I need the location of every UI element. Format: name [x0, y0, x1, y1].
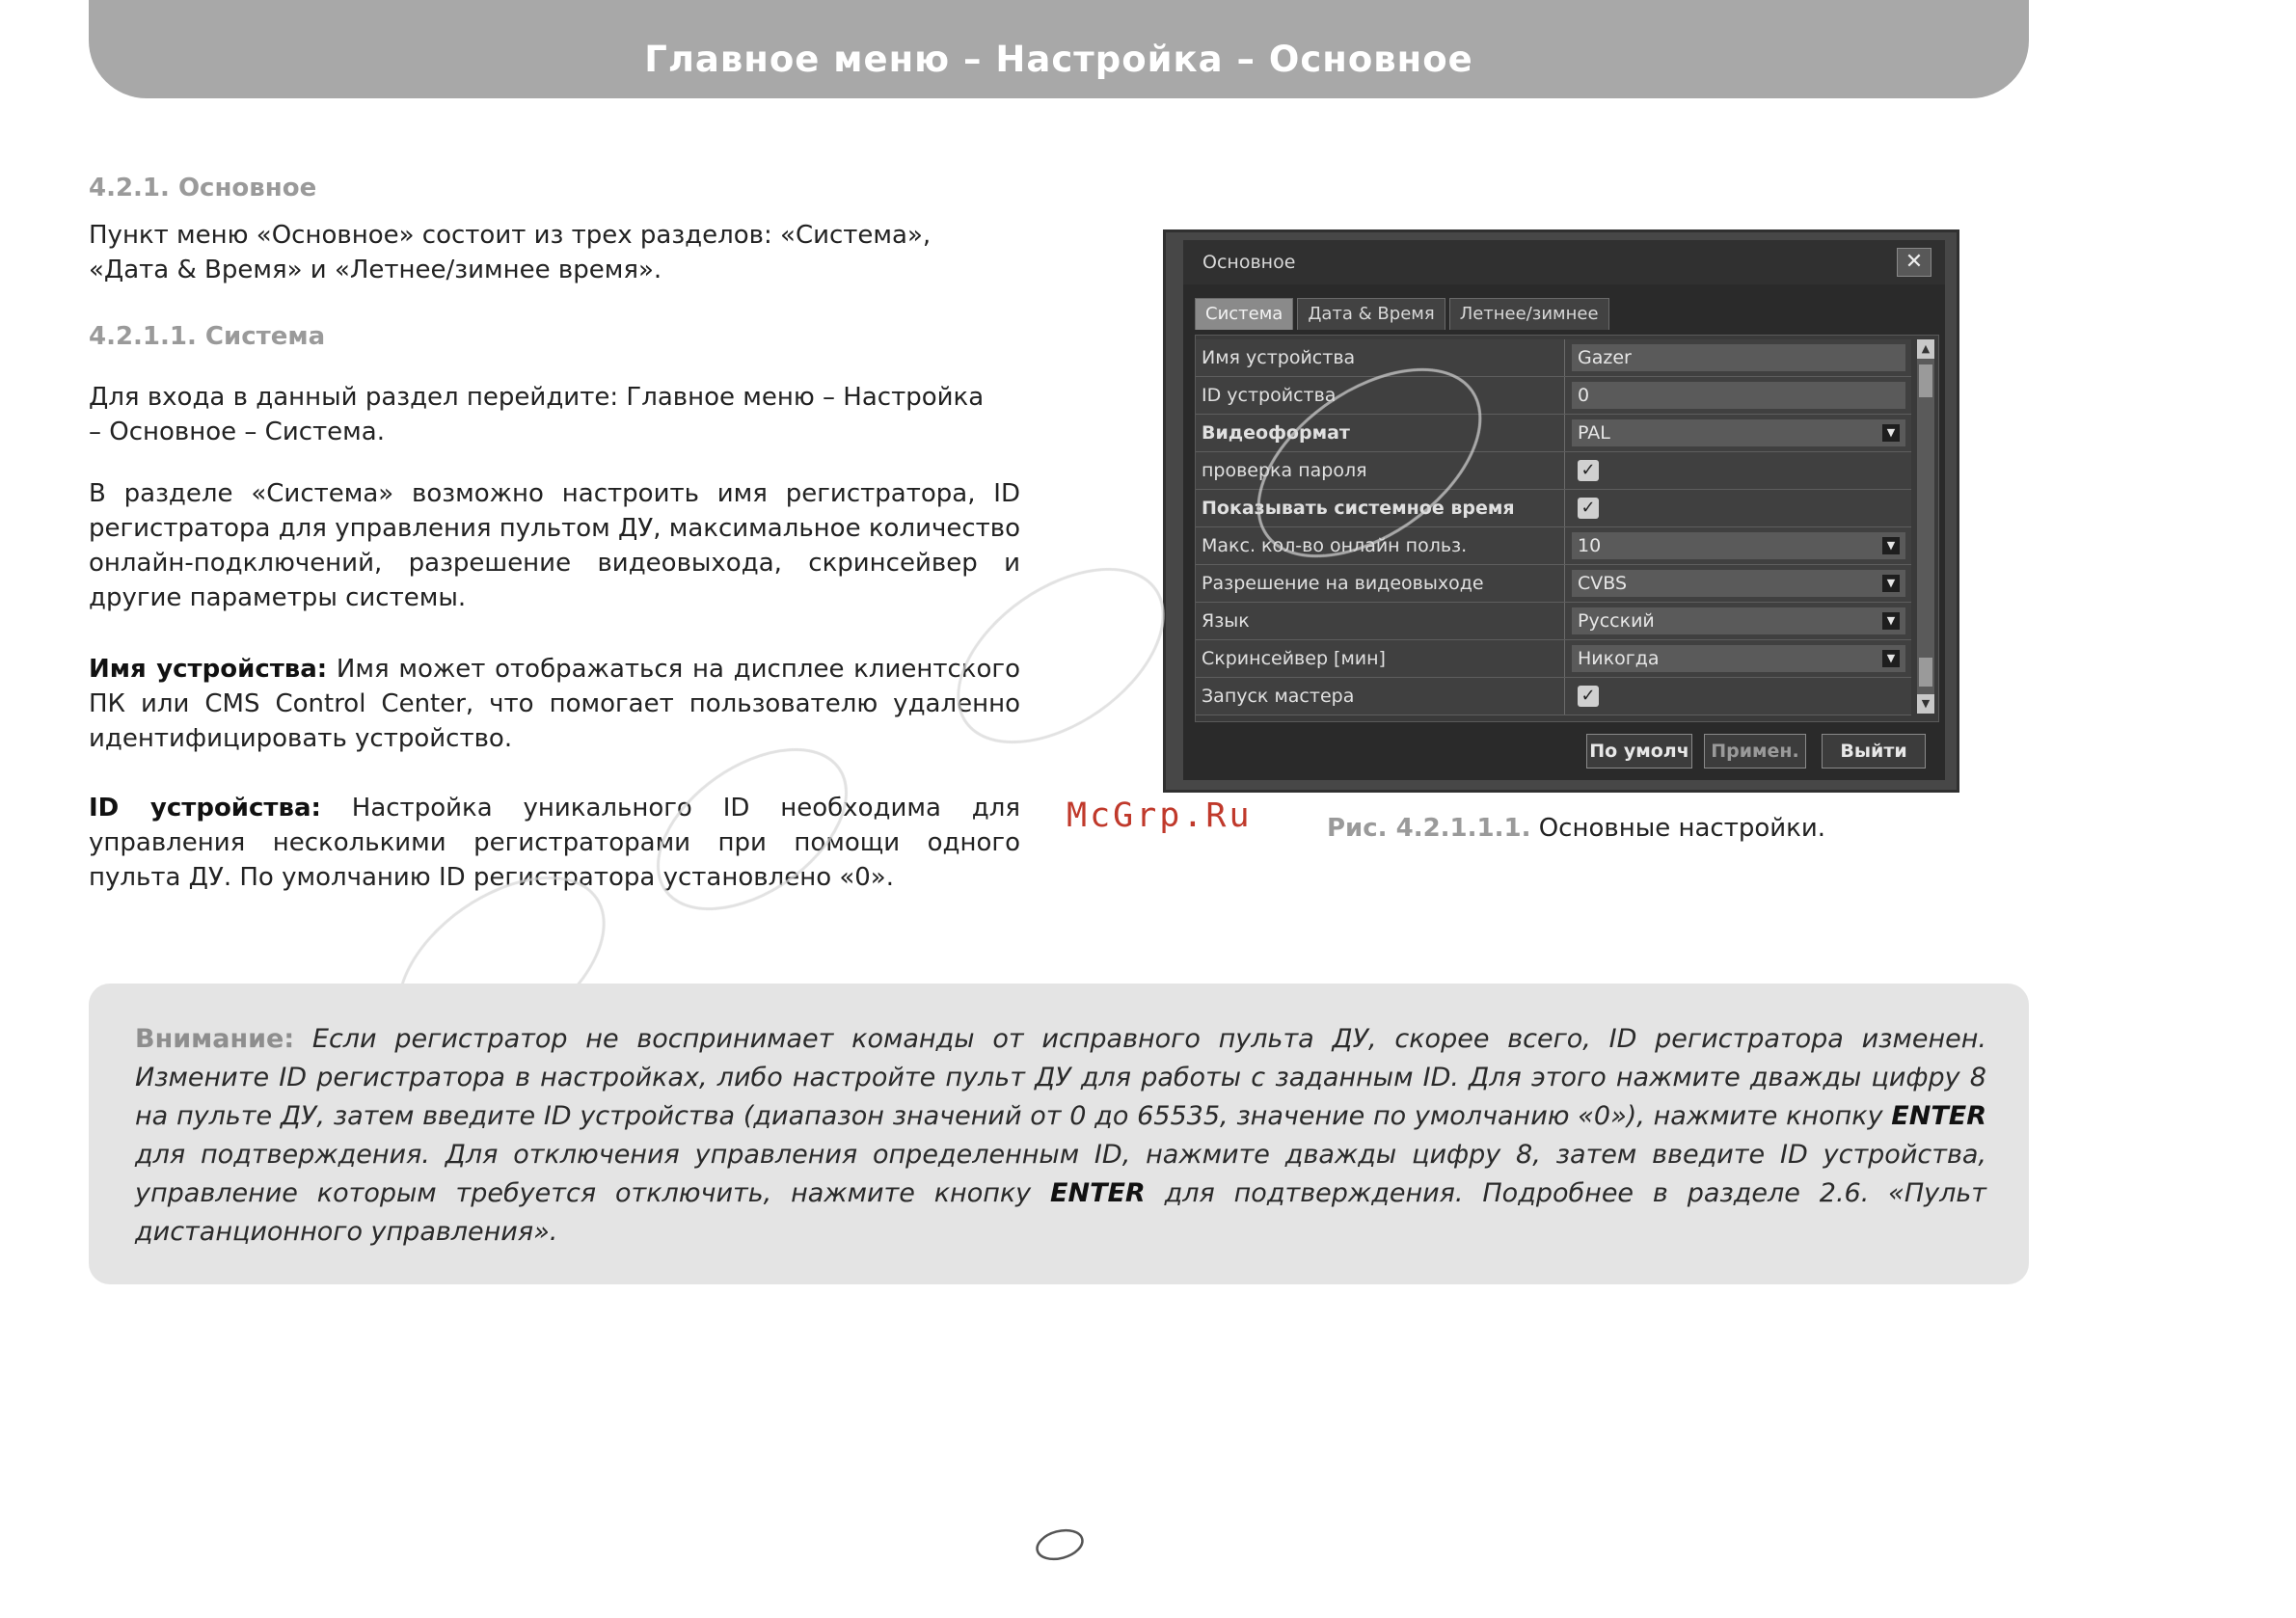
checkmark-icon[interactable]: ✓: [1578, 460, 1599, 481]
setting-value: Gazer: [1578, 347, 1632, 368]
intro-paragraph: [89, 218, 1020, 287]
setting-dropdown[interactable]: [1572, 645, 1905, 672]
warning-note-text: [135, 1020, 1986, 1252]
setting-checkbox[interactable]: [1572, 683, 1905, 710]
device-id-desc: Настройка уникального ID необходима для управления несколькими регистраторами при помощи одного пульта ДУ. По умолчанию ID регистратора установлено «0».: [89, 794, 1020, 892]
setting-checkbox[interactable]: [1572, 495, 1905, 522]
setting-row[interactable]: [1196, 565, 1911, 603]
page-header: [89, 0, 2029, 98]
setting-row[interactable]: [1196, 603, 1911, 640]
page-title: Главное меню – Настройка – Основное: [644, 39, 1473, 80]
setting-input[interactable]: [1572, 344, 1905, 371]
setting-row[interactable]: [1196, 640, 1911, 678]
settings-dialog: [1163, 229, 1959, 793]
setting-value: PAL: [1578, 422, 1610, 444]
settings-list: [1195, 335, 1939, 722]
setting-value: Русский: [1578, 610, 1655, 632]
note-text-2: для подтверждения. Для отключения управления определенным ID, нажмите дважды цифру 8, затем введите ID устройства, управление которым требуется отключить, нажмите кнопку: [135, 1140, 1986, 1208]
device-name-desc: Имя может отображаться на дисплее клиентского ПК или CMS Control Center, что помогает пользователю удаленно идентифицировать устройство.: [89, 655, 1020, 753]
chevron-down-icon[interactable]: ▼: [1882, 424, 1900, 442]
device-name-term: Имя устройства:: [89, 655, 328, 684]
device-name-paragraph: [89, 652, 1020, 756]
setting-label: проверка пароля: [1202, 452, 1565, 489]
section-heading-basic: 4.2.1. Основное: [89, 174, 317, 202]
setting-checkbox[interactable]: [1572, 457, 1905, 484]
scroll-thumb[interactable]: [1919, 364, 1932, 397]
dialog-title: Основное: [1202, 252, 1296, 273]
dialog-tabs: [1195, 298, 1609, 330]
setting-label: Показывать системное время: [1202, 490, 1565, 526]
tab-date-time[interactable]: Дата & Время: [1297, 298, 1445, 330]
setting-row[interactable]: [1196, 339, 1911, 377]
default-button[interactable]: По умолч: [1586, 734, 1692, 769]
close-icon[interactable]: ✕: [1897, 248, 1931, 277]
scroll-down-icon[interactable]: ▼: [1917, 694, 1934, 714]
setting-label: Видеоформат: [1202, 415, 1565, 451]
scroll-thumb-lower: [1919, 658, 1932, 687]
setting-input[interactable]: [1572, 382, 1905, 409]
setting-row[interactable]: [1196, 452, 1911, 490]
setting-value: 0: [1578, 385, 1590, 406]
figure-caption: [1327, 814, 1825, 843]
enter-key-1: ENTER: [1891, 1101, 1986, 1131]
tab-system[interactable]: Система: [1195, 298, 1293, 330]
setting-label: ID устройства: [1202, 377, 1565, 414]
figure-number: Рис. 4.2.1.1.1.: [1327, 814, 1531, 843]
exit-button[interactable]: Выйти: [1822, 734, 1926, 769]
dialog-body: [1183, 284, 1945, 780]
setting-dropdown[interactable]: [1572, 607, 1905, 634]
scrollbar[interactable]: [1917, 339, 1934, 714]
note-text-3: для подтверждения. Подробнее в разделе 2.6. «Пульт дистанционного управления».: [135, 1178, 1986, 1247]
intro-line-1: Пункт меню «Основное» состоит из трех разделов: «Система»,: [89, 221, 932, 250]
chevron-down-icon[interactable]: ▼: [1882, 650, 1900, 667]
intro-line-2: «Дата & Время» и «Летнее/зимнее время».: [89, 256, 662, 284]
note-text-1: Если регистратор не воспринимает команды от исправного пульта ДУ, скорее всего, ID регистратора изменен. Измените ID регистратора в настройках, либо настройте пульт ДУ для работы с заданным ID. Для этого нажмите дважды цифру 8 на пульте ДУ, затем введите ID устройства (диапазон значений от 0 до 65535, значение по умолчанию «0»), нажмите кнопку: [135, 1024, 1986, 1131]
chevron-down-icon[interactable]: ▼: [1882, 575, 1900, 592]
tab-daylight-saving[interactable]: Летнее/зимнее: [1449, 298, 1609, 330]
warning-note: [89, 984, 2029, 1284]
dialog-title-bar: [1183, 240, 1945, 284]
figure-caption-text: Основные настройки.: [1530, 814, 1826, 843]
setting-dropdown[interactable]: [1572, 570, 1905, 597]
warning-label: Внимание:: [135, 1024, 295, 1054]
setting-row[interactable]: [1196, 415, 1911, 452]
setting-label: Макс. кол-во онлайн польз.: [1202, 527, 1565, 564]
nav-paragraph: Для входа в данный раздел перейдите: Главное меню – Настройка – Основное – Система.: [89, 383, 985, 446]
setting-row[interactable]: [1196, 678, 1911, 715]
setting-row[interactable]: [1196, 490, 1911, 527]
setting-dropdown[interactable]: [1572, 419, 1905, 446]
device-id-term: ID устройства:: [89, 794, 321, 822]
setting-label: Имя устройства: [1202, 339, 1565, 376]
setting-row[interactable]: [1196, 527, 1911, 565]
apply-button[interactable]: Примен.: [1704, 734, 1806, 769]
footer-logo-icon: [1034, 1525, 1086, 1564]
setting-value: 10: [1578, 535, 1602, 556]
system-desc-paragraph: В разделе «Система» возможно настроить имя регистратора, ID регистратора для управления пультом ДУ, максимальное количество онлайн-подключений, разрешение видеовыхода, скринсейвер и другие параметры системы.: [89, 479, 1020, 612]
device-id-paragraph: [89, 791, 1020, 895]
checkmark-icon[interactable]: ✓: [1578, 686, 1599, 707]
setting-label: Запуск мастера: [1202, 678, 1565, 715]
scroll-up-icon[interactable]: ▲: [1917, 339, 1934, 359]
enter-key-2: ENTER: [1050, 1178, 1146, 1208]
setting-dropdown[interactable]: [1572, 532, 1905, 559]
setting-label: Скринсейвер [мин]: [1202, 640, 1565, 677]
watermark-text: McGrp.Ru: [1067, 796, 1253, 835]
section-heading-system: 4.2.1.1. Система: [89, 322, 326, 351]
setting-value: Никогда: [1578, 648, 1660, 669]
setting-row[interactable]: [1196, 377, 1911, 415]
chevron-down-icon[interactable]: ▼: [1882, 612, 1900, 630]
checkmark-icon[interactable]: ✓: [1578, 498, 1599, 519]
setting-value: CVBS: [1578, 573, 1628, 594]
setting-label: Разрешение на видеовыходе: [1202, 565, 1565, 602]
chevron-down-icon[interactable]: ▼: [1882, 537, 1900, 554]
setting-label: Язык: [1202, 603, 1565, 639]
